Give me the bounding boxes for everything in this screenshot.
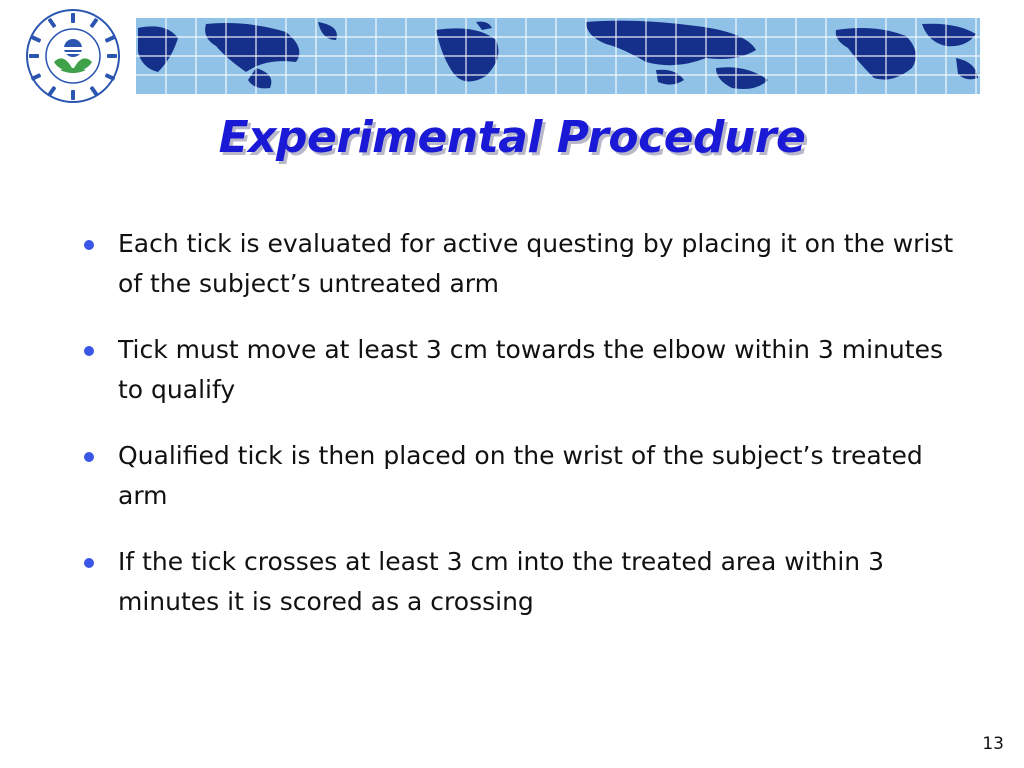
bullet-dot-icon: [84, 240, 94, 250]
bullet-text: Each tick is evaluated for active questing by placing it on the wrist of the subject’s untreated arm: [118, 229, 954, 298]
bullet-item: [82, 436, 962, 516]
page-number: 13: [982, 734, 1004, 754]
bullet-item: [82, 542, 962, 622]
bullet-dot-icon: [84, 558, 94, 568]
bullet-item: [82, 330, 962, 410]
bullet-text: If the tick crosses at least 3 cm into the treated area within 3 minutes it is scored as a crossing: [118, 547, 884, 616]
bullet-dot-icon: [84, 346, 94, 356]
bullet-dot-icon: [84, 452, 94, 462]
bullet-list: [82, 224, 962, 648]
epa-seal-logo: [20, 8, 126, 104]
bullet-item: [82, 224, 962, 304]
bullet-text: Tick must move at least 3 cm towards the elbow within 3 minutes to qualify: [118, 335, 943, 404]
bullet-text: Qualified tick is then placed on the wrist of the subject’s treated arm: [118, 441, 923, 510]
world-map-banner: [136, 18, 980, 94]
slide-title: Experimental Procedure: [218, 112, 806, 163]
